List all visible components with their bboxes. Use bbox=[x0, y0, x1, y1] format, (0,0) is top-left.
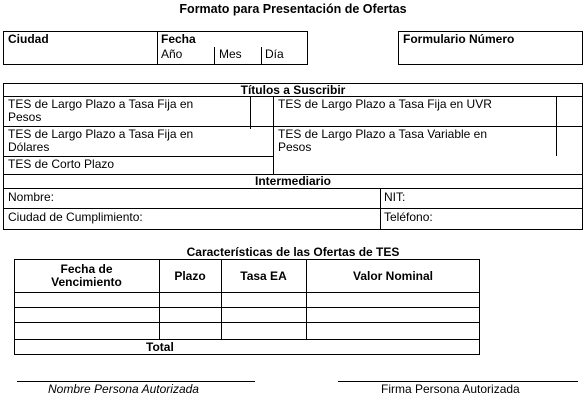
titulo-item-4-line1: TES de Largo Plazo a Tasa Variable en bbox=[278, 127, 488, 141]
nombre-persona-label: Nombre Persona Autorizada bbox=[48, 382, 199, 396]
titulo-item-1-line1: TES de Largo Plazo a Tasa Fija en bbox=[8, 97, 194, 111]
titulo-item-1-line2: Pesos bbox=[8, 110, 42, 124]
ciudad-label: Ciudad bbox=[8, 32, 49, 46]
col-valor-nominal: Valor Nominal bbox=[352, 269, 434, 283]
titulo-item-5-line1: TES de Corto Plazo bbox=[8, 157, 115, 171]
ofertas-total-rule bbox=[14, 339, 480, 340]
ofertas-row-rule-1 bbox=[14, 307, 480, 308]
ofertas-header-rule bbox=[14, 292, 480, 293]
firma-persona-label: Firma Persona Autorizada bbox=[381, 382, 520, 396]
titulos-heading: Títulos a Suscribir bbox=[240, 83, 346, 97]
anio-label: Año bbox=[161, 47, 183, 61]
intermediario-row-rule bbox=[3, 208, 583, 209]
formulario-numero-label: Formulario Número bbox=[403, 32, 515, 46]
dia-label: Día bbox=[265, 47, 284, 61]
titulo-item-3-line1: TES de Largo Plazo a Tasa Fija en bbox=[8, 127, 194, 141]
col-fecha-vencimiento-l1: Fecha de bbox=[60, 262, 113, 276]
titulo-item-3-line2: Dólares bbox=[8, 140, 50, 154]
ofertas-heading: Características de las Ofertas de TES bbox=[186, 245, 400, 259]
anio-mes-divider bbox=[214, 47, 215, 65]
form-title: Formato para Presentación de Ofertas bbox=[179, 2, 407, 16]
col-plazo: Plazo bbox=[174, 269, 206, 283]
ofertas-row-rule-2 bbox=[14, 322, 480, 323]
nombre-label: Nombre: bbox=[8, 190, 55, 204]
intermediario-divider bbox=[380, 188, 381, 230]
col-fecha-vencimiento-l2: Vencimiento bbox=[51, 275, 122, 289]
ciudad-cumplimiento-label: Ciudad de Cumplimiento: bbox=[8, 210, 143, 224]
telefono-label: Teléfono: bbox=[384, 210, 433, 224]
intermediario-heading: Intermediario bbox=[254, 174, 332, 188]
intermediario-heading-rule bbox=[3, 188, 583, 189]
total-label: Total bbox=[146, 340, 174, 354]
ciudad-fecha-divider bbox=[157, 31, 158, 65]
titulo-item-4-line2: Pesos bbox=[278, 140, 312, 154]
ciudad-fecha-box bbox=[3, 31, 308, 65]
titulos-checkbox-left-b bbox=[273, 96, 274, 174]
titulo-item-2-line1: TES de Largo Plazo a Tasa Fija en UVR bbox=[278, 97, 492, 111]
nit-label: NIT: bbox=[384, 190, 406, 204]
mes-dia-divider bbox=[261, 47, 262, 65]
fecha-label: Fecha bbox=[161, 32, 196, 46]
col-tasa-ea: Tasa EA bbox=[240, 269, 287, 283]
titulos-checkbox-left-a bbox=[250, 96, 251, 129]
mes-label: Mes bbox=[219, 47, 242, 61]
